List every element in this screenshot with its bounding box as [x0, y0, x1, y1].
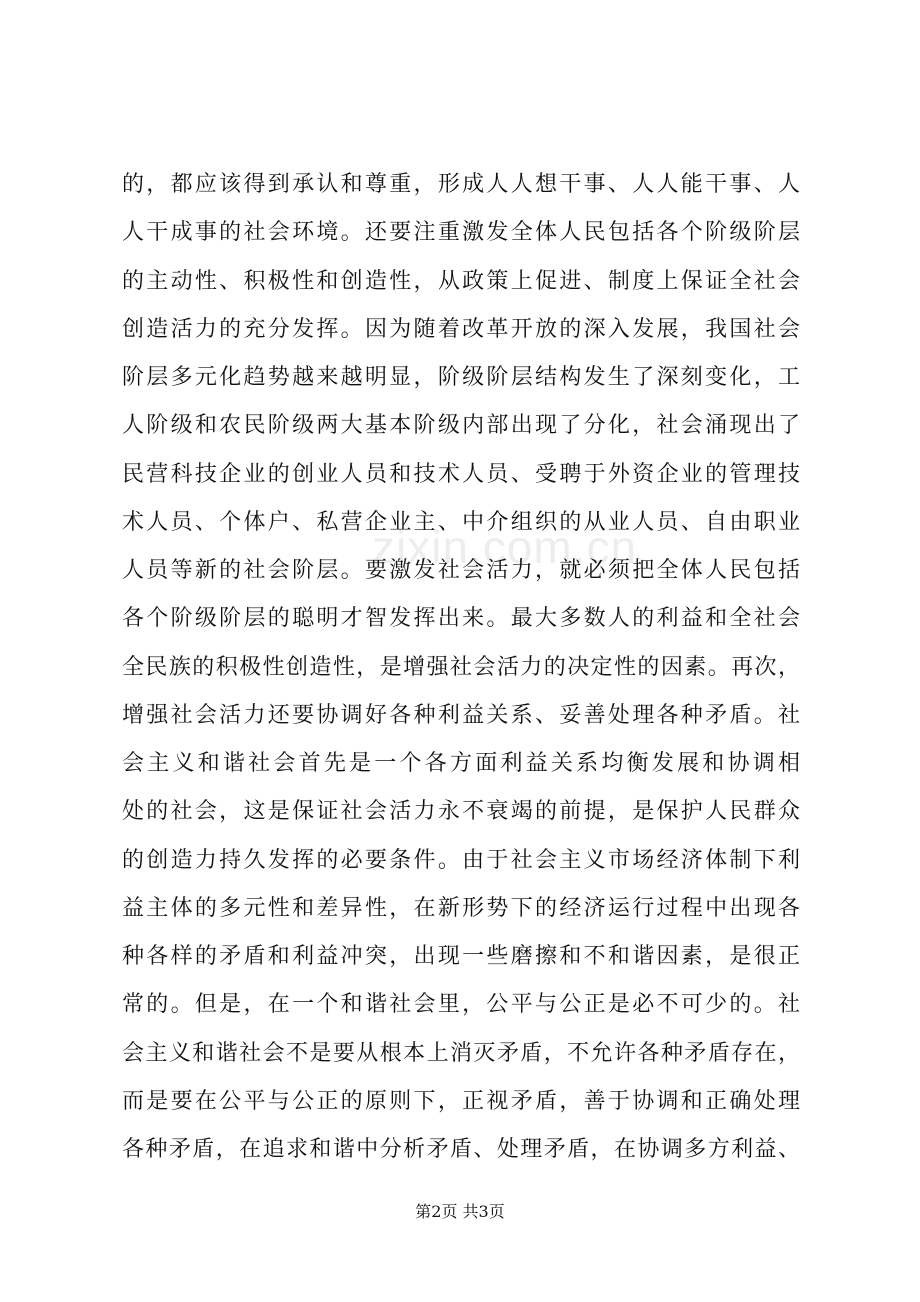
text-line: 创造活力的充分发挥。因为随着改革开放的深入发展，我国社会 [122, 316, 800, 342]
text-line: 会主义和谐社会首先是一个各方面利益关系均衡发展和协调相 [122, 751, 800, 776]
text-line: 人干成事的社会环境。还要注重激发全体人民包括各个阶级阶层 [122, 220, 800, 246]
text-line: 的主动性、积极性和创造性，从政策上促进、制度上保证全社会 [122, 268, 800, 294]
text-line: 人阶级和农民阶级两大基本阶级内部出现了分化，社会涌现出了 [122, 413, 800, 439]
text-line: 人员等新的社会阶层。要激发社会活力，就必须把全体人民包括 [122, 558, 800, 583]
text-line: 增强社会活力还要协调好各种利益关系、妥善处理各种矛盾。社 [122, 702, 800, 728]
body-text [122, 161, 800, 1174]
text-line: 的，都应该得到承认和尊重，形成人人想干事、人人能干事、人 [122, 172, 800, 197]
text-line: 益主体的多元性和差异性，在新形势下的经济运行过程中出现各 [122, 895, 800, 921]
text-line: 各个阶级阶层的聪明才智发挥出来。最大多数人的利益和全社会 [122, 606, 800, 632]
text-line: 全民族的积极性创造性，是增强社会活力的决定性的因素。再次， [122, 654, 800, 680]
text-line: 术人员、个体户、私营企业主、中介组织的从业人员、自由职业 [122, 509, 800, 535]
text-line: 阶层多元化趋势越来越明显，阶级阶层结构发生了深刻变化，工 [122, 365, 800, 390]
text-line: 的创造力持久发挥的必要条件。由于社会主义市场经济体制下利 [122, 847, 800, 873]
text-line: 各种矛盾，在追求和谐中分析矛盾、处理矛盾，在协调多方利益、 [122, 1137, 800, 1162]
text-line: 处的社会，这是保证社会活力永不衰竭的前提，是保护人民群众 [122, 799, 800, 825]
text-line: 而是要在公平与公正的原则下，正视矛盾，善于协调和正确处理 [122, 1088, 800, 1114]
watermark: zixin.com.cn [372, 521, 638, 573]
text-line: 会主义和谐社会不是要从根本上消灭矛盾，不允许各种矛盾存在， [122, 1040, 800, 1066]
text-line: 民营科技企业的创业人员和技术人员、受聘于外资企业的管理技 [122, 461, 800, 487]
text-line: 常的。但是，在一个和谐社会里，公平与公正是必不可少的。社 [122, 992, 800, 1018]
text-line: 种各样的矛盾和利益冲突，出现一些磨擦和不和谐因素，是很正 [122, 944, 800, 969]
page-number-footer: 第2页 共3页 [415, 1202, 505, 1221]
